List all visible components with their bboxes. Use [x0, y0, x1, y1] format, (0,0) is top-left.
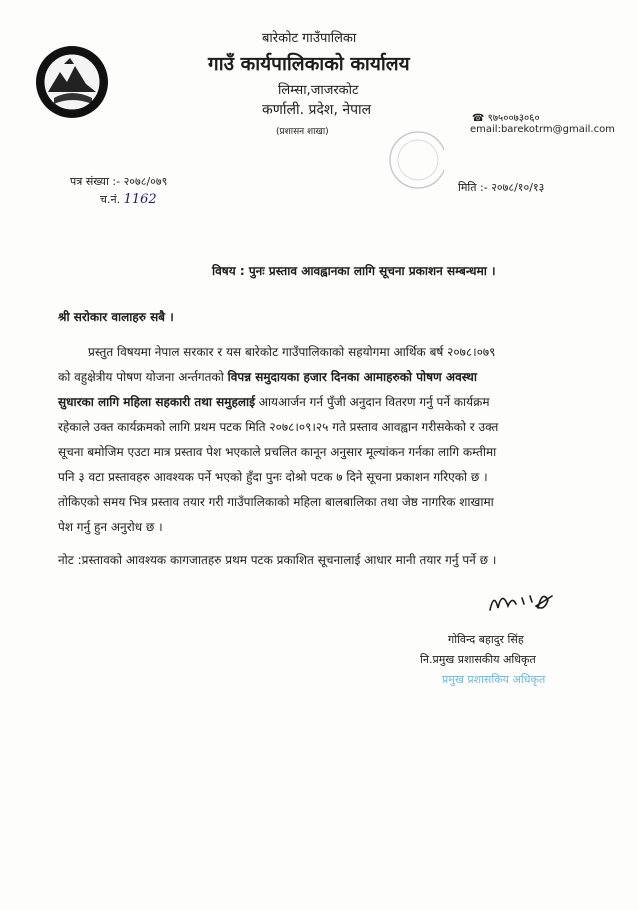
body-line: तोकिएको समय भित्र प्रस्ताव तयार गरी गाउँपालिकाको महिला बालबालिका तथा जेष्ठ नागरिक शाखामा — [58, 495, 494, 509]
municipality-name: बारेकोट गाउँपालिका — [262, 31, 357, 46]
letter-addressee: श्री सरोकार वालाहरु सबै । — [58, 310, 174, 324]
signatory-name: गोविन्द बहादुर सिंह — [448, 633, 524, 646]
letter-subject: विषय : पुनः प्रस्ताव आवह्वानका लागि सूचना प्रकाशन सम्बन्धमा । — [212, 264, 496, 278]
body-line-text: को वहुक्षेत्रीय पोषण योजना अर्न्तगतको विपन्न समुदायका हजार दिनका आमाहरुको पोषण अवस्था — [58, 370, 477, 384]
letter-date: मिति :- २०७८/१०/१३ — [458, 181, 545, 194]
office-location: लिम्सा,जाजरकोट — [278, 83, 359, 98]
email-address: email:barekotrm@gmail.com — [470, 124, 615, 135]
body-line: सूचना बमोजिम एउटा मात्र प्रस्ताव पेश भएकाले प्रचलित कानून अनुसार मूल्यांकन गर्नका लागि कम्तीमा — [58, 445, 497, 459]
province-address: कर्णाली. प्रदेश, नेपाल — [262, 102, 372, 118]
signatory-title: नि.प्रमुख प्रशासकीय अधिकृत — [420, 653, 536, 666]
section-name: (प्रशासन शाखा) — [276, 127, 329, 137]
letter-note: नोट :प्रस्तावको आवश्यक कागजातहरु प्रथम पटक प्रकाशित सूचनालाई आधार मानी तयार गर्नु पर्ने छ । — [58, 553, 497, 567]
body-line: प्रस्तुत विषयमा नेपाल सरकार र यस बारेकोट गाउँपालिकाको सहयोगमा आर्थिक बर्ष २०७८।०७९ — [88, 345, 496, 359]
phone-icon: ☎ — [472, 113, 485, 124]
dispatch-number-handwritten: 1162 — [123, 192, 157, 207]
body-line: रहेकाले उक्त कार्यक्रमको लागि प्रथम पटक मिति २०७८।०९।२५ गते प्रस्ताव आवह्वान गरीसकेको र उक्त — [58, 420, 499, 434]
official-stamp: प्रमुख प्रशासकिय अधिकृत — [442, 673, 546, 686]
body-line — [58, 390, 586, 415]
dispatch-number — [100, 192, 157, 207]
body-line: पेश गर्नु हुन अनुरोध छ । — [58, 520, 163, 534]
faint-stamp-impression — [378, 128, 444, 198]
phone-number: ९७५००७३०६० — [487, 113, 540, 124]
government-emblem-logo — [34, 44, 110, 120]
body-line — [58, 365, 586, 390]
phone-line — [472, 110, 540, 124]
body-line: पनि ३ वटा प्रस्तावहरु आवश्यक पर्ने भएको हुँदा पुनः दोश्रो पटक ७ दिने सूचना प्रकाशन गरिएको छ । — [58, 470, 488, 484]
body-line-text: सुधारका लागि महिला सहकारी तथा समुहलाई आयआर्जन गर्न पुँजी अनुदान वितरण गर्नु पर्ने कार्यक्रम — [58, 395, 490, 409]
office-name: गाउँ कार्यपालिकाको कार्यालय — [208, 53, 410, 75]
handwritten-signature — [486, 586, 556, 622]
dispatch-label: च.नं. — [100, 193, 121, 206]
letter-number: पत्र संख्या :- २०७८/०७९ — [70, 175, 168, 188]
